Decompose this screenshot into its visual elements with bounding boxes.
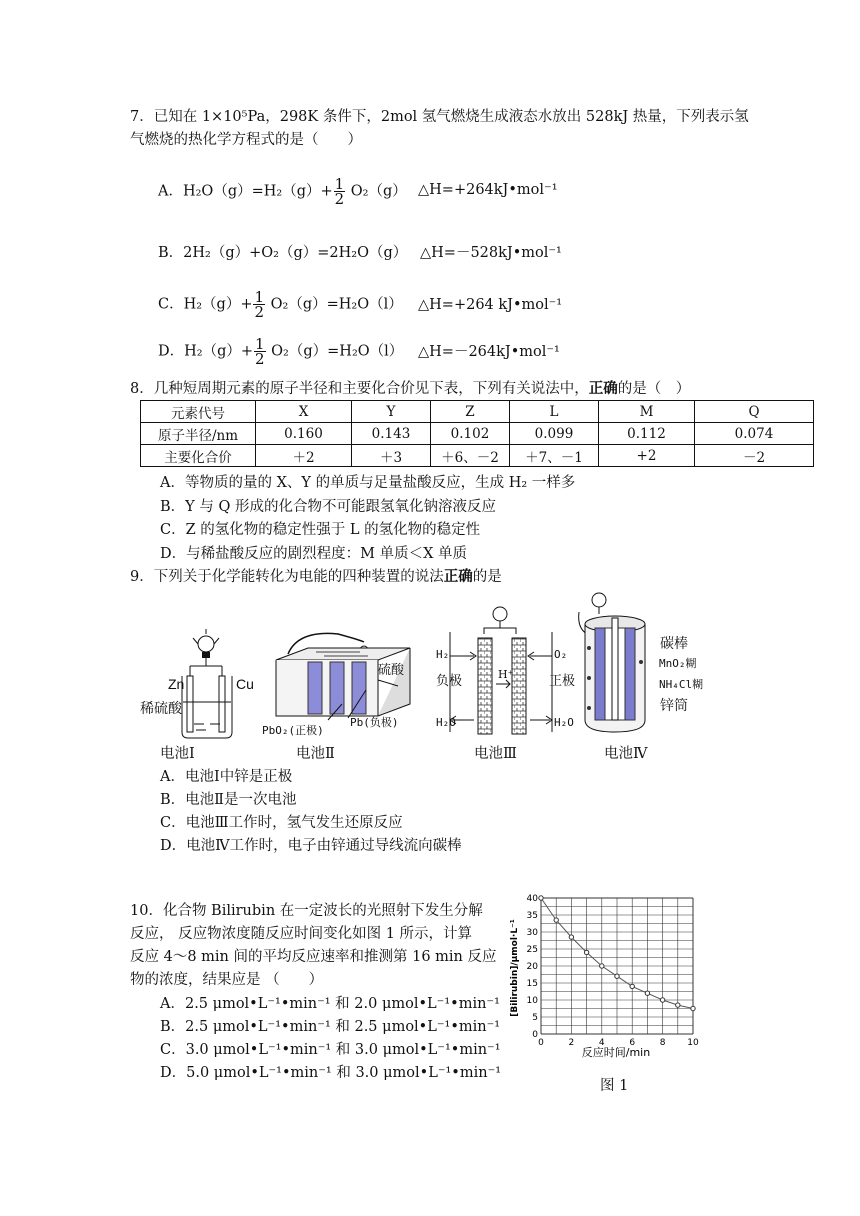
table-cell: ＋6、－2 xyxy=(431,445,510,467)
x-tick-label: 10 xyxy=(687,1038,699,1048)
table-header: X xyxy=(256,401,352,423)
cell-2-pbo2-label: PbO₂(正极) xyxy=(262,724,324,737)
cell-4-caption: 电池Ⅳ xyxy=(604,746,648,762)
cell-2-acid-label: 硫酸 xyxy=(378,663,405,678)
cell-3-positive-label: 正极 xyxy=(549,674,576,689)
cell-4-diagram xyxy=(575,588,655,738)
figure-caption: 图 1 xyxy=(600,1078,629,1094)
q8-option-c: C．Z 的氢化物的稳定性强于 L 的氢化物的稳定性 xyxy=(160,522,481,538)
cell-1-zn-label: Zn xyxy=(168,676,185,692)
y-tick-label: 0 xyxy=(532,1030,538,1040)
cell-3-water-right: H₂O xyxy=(554,716,574,729)
q7-option-c: C．H₂（g）+ $\frac{1}{2}$ O₂（g）=H₂O（l） xyxy=(158,288,403,321)
cell-3-o2-label: O₂ xyxy=(554,648,568,661)
q10-stem-line3: 反应 4～8 min 间的平均反应速率和推测第 16 min 反应 xyxy=(130,949,497,965)
y-tick-label: 20 xyxy=(526,962,538,972)
q7-stem-line1: 7．已知在 1×10⁵Pa，298K 条件下，2mol 氢气燃烧生成液态水放出 528kJ 热量，下列表示氢 xyxy=(130,109,749,125)
chart-point xyxy=(676,1003,680,1007)
chart-point xyxy=(615,974,619,978)
cell-1-caption: 电池Ⅰ xyxy=(160,746,195,762)
y-tick-label: 25 xyxy=(526,945,538,955)
cell-3-negative-label: 负极 xyxy=(436,674,463,689)
table-cell: 主要化合价 xyxy=(141,445,256,467)
q10-stem-line4: 物的浓度，结果应是 （ ） xyxy=(130,972,324,988)
q7-option-a-dh: △H=+264kJ•mol⁻¹ xyxy=(418,182,558,198)
table-header: L xyxy=(510,401,599,423)
cell-1-cu-label: Cu xyxy=(236,676,254,692)
q7-stem-line2: 气燃烧的热化学方程式的是（ ） xyxy=(130,132,362,148)
chart-point xyxy=(630,984,634,988)
q8-option-d: D．与稀盐酸反应的剧烈程度：M 单质＜X 单质 xyxy=(160,546,468,562)
table-cell: －2 xyxy=(695,445,814,467)
cell-3-caption: 电池Ⅲ xyxy=(474,746,517,762)
cell-3-h2-label: H₂ xyxy=(436,648,450,661)
q7-option-b: B．2H₂（g）+O₂（g）=2H₂O（g） xyxy=(158,245,408,261)
chart-y-axis-label: [Bilirubin]/μmol·L⁻¹ xyxy=(510,919,520,1017)
table-header: 元素代号 xyxy=(141,401,256,423)
q10-option-a: A．2.5 μmol•L⁻¹•min⁻¹ 和 2.0 μmol•L⁻¹•min⁻¹ xyxy=(160,996,500,1012)
q7-option-a: A．H₂O（g）=H₂（g）+ $\frac{1}{2}$ O₂（g） xyxy=(158,175,407,208)
q7-option-d: D．H₂（g）+ $\frac{1}{2}$ O₂（g）=H₂O（l） xyxy=(158,335,404,368)
q9-option-a: A．电池Ⅰ中锌是正极 xyxy=(160,769,293,785)
table-cell: 0.112 xyxy=(599,423,695,445)
cell-4-nh4cl-label: NH₄Cl糊 xyxy=(659,678,704,691)
q8-option-b: B．Y 与 Q 形成的化合物不可能跟氢氧化钠溶液反应 xyxy=(160,499,496,515)
y-tick-label: 35 xyxy=(526,911,538,921)
q9-option-d: D．电池Ⅳ工作时，电子由锌通过导线流向碳棒 xyxy=(160,838,462,854)
x-tick-label: 8 xyxy=(659,1038,666,1048)
q10-stem-line1: 10．化合物 Bilirubin 在一定波长的光照射下发生分解 xyxy=(130,903,483,919)
element-table xyxy=(140,400,814,467)
q10-option-c: C．3.0 μmol•L⁻¹•min⁻¹ 和 3.0 μmol•L⁻¹•min⁻¹ xyxy=(160,1042,501,1058)
y-tick-label: 10 xyxy=(526,996,538,1006)
table-cell: +2 xyxy=(599,445,695,467)
chart-point xyxy=(539,896,543,900)
y-tick-label: 5 xyxy=(532,1013,538,1023)
q10-option-b: B．2.5 μmol•L⁻¹•min⁻¹ 和 2.5 μmol•L⁻¹•min⁻¹ xyxy=(160,1019,501,1035)
q7-option-d-dh: △H=－264kJ•mol⁻¹ xyxy=(418,344,560,360)
cell-2-pb-label: Pb(负极) xyxy=(350,716,399,729)
cell-3-hplus-label: H⁺ xyxy=(498,668,514,681)
table-cell: ＋7、－1 xyxy=(510,445,599,467)
y-tick-label: 15 xyxy=(526,979,538,989)
x-tick-label: 2 xyxy=(568,1038,575,1048)
cell-3-water-left: H₂O xyxy=(436,716,456,729)
table-cell: ＋2 xyxy=(256,445,352,467)
table-row xyxy=(141,423,814,445)
table-cell: 0.143 xyxy=(352,423,431,445)
q7-option-b-dh: △H=－528kJ•mol⁻¹ xyxy=(420,245,562,261)
q9-option-c: C．电池Ⅲ工作时，氢气发生还原反应 xyxy=(160,815,403,831)
q7-option-c-dh: △H=+264 kJ•mol⁻¹ xyxy=(418,297,563,313)
q8-stem: 8．几种短周期元素的原子半径和主要化合价见下表，下列有关说法中，正确的是（ ） xyxy=(130,380,691,397)
cell-4-zinc-label: 锌筒 xyxy=(660,698,688,714)
x-tick-label: 4 xyxy=(598,1038,605,1048)
chart-point xyxy=(569,935,573,939)
table-header: Q xyxy=(695,401,814,423)
chart-point xyxy=(600,964,604,968)
q9-stem: 9．下列关于化学能转化为电能的四种装置的说法正确的是 xyxy=(130,568,502,585)
table-cell: 原子半径/nm xyxy=(141,423,256,445)
table-cell: 0.099 xyxy=(510,423,599,445)
table-header: Z xyxy=(431,401,510,423)
cell-4-rod-label: 碳棒 xyxy=(660,636,688,652)
x-tick-label: 6 xyxy=(629,1038,636,1048)
q8-option-a: A．等物质的量的 X、Y 的单质与足量盐酸反应，生成 H₂ 一样多 xyxy=(160,475,576,491)
chart-x-axis-label: 反应时间/min xyxy=(581,1046,651,1059)
table-header-row xyxy=(141,401,814,423)
q10-option-d: D．5.0 μmol•L⁻¹•min⁻¹ 和 3.0 μmol•L⁻¹•min⁻¹ xyxy=(160,1065,502,1081)
cell-1-acid-label: 稀硫酸 xyxy=(140,701,182,717)
y-tick-label: 30 xyxy=(526,928,538,938)
q10-stem-line2: 反应， 反应物浓度随反应时间变化如图 1 所示，计算 xyxy=(130,926,473,942)
table-header: M xyxy=(599,401,695,423)
q9-option-b: B．电池Ⅱ是一次电池 xyxy=(160,792,297,808)
chart-point xyxy=(554,918,558,922)
cell-4-mno2-label: MnO₂糊 xyxy=(659,657,697,670)
fraction-half: $\frac{1}{2}$ xyxy=(334,175,345,208)
cell-2-caption: 电池Ⅱ xyxy=(296,746,335,762)
chart-point xyxy=(691,1006,695,1010)
chart-ticks xyxy=(527,894,699,1048)
table-cell: 0.160 xyxy=(256,423,352,445)
chart-grid xyxy=(541,898,693,1034)
table-cell: ＋3 xyxy=(352,445,431,467)
table-cell: 0.074 xyxy=(695,423,814,445)
chart-point xyxy=(584,950,588,954)
chart-point xyxy=(660,998,664,1002)
table-header: Y xyxy=(352,401,431,423)
x-tick-label: 0 xyxy=(538,1038,544,1048)
chart-point xyxy=(645,991,649,995)
bilirubin-chart xyxy=(505,888,705,1060)
table-cell: 0.102 xyxy=(431,423,510,445)
table-row xyxy=(141,445,814,467)
y-tick-label: 40 xyxy=(526,894,538,904)
